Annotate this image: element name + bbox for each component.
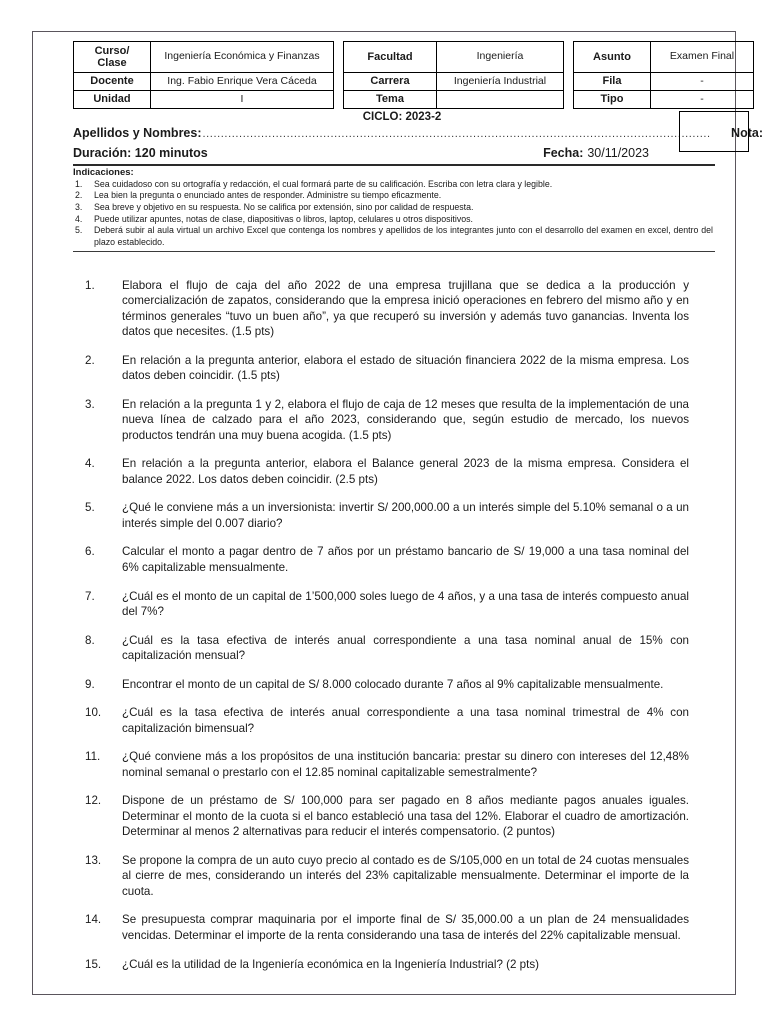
- cell-asunto-value: Examen Final: [651, 42, 754, 73]
- question-number: 11.: [85, 750, 101, 764]
- label-curso-line1: Curso/: [94, 44, 130, 57]
- cell-curso-value: Ingeniería Económica y Finanzas: [151, 42, 334, 73]
- question-number: 6.: [85, 545, 95, 559]
- indications-title: Indicaciones:: [73, 167, 134, 178]
- exam-header-block: [33, 32, 735, 109]
- cell-carrera-value: Ingeniería Industrial: [437, 73, 564, 91]
- cell-spacer-5: [334, 91, 344, 109]
- question-item-4: [79, 456, 689, 487]
- list-item: [73, 190, 713, 202]
- question-text: ¿Qué le conviene más a un inversionista: invertir S/ 200,000.00 a un interés simple del 5.10% semanal o a un interés simple del 0.007 diario?: [122, 501, 689, 530]
- question-text: En relación a la pregunta 1 y 2, elabora el flujo de caja de 12 meses que resulta de la implementación de una nueva línea de calzado para el año 2023, considerando que, según estudio de mercado, los nuevos productos tendrán una muy buena acogida. (1.5 pts): [122, 397, 689, 442]
- cell-asunto-label: Asunto: [574, 42, 651, 73]
- question-item-3: [79, 397, 689, 444]
- question-number: 4.: [85, 457, 95, 471]
- question-text: ¿Cuál es la tasa efectiva de interés anual correspondiente a una tasa nominal trimestral de 4% con capitalización bimensual?: [122, 706, 689, 735]
- cell-tema-value: [437, 91, 564, 109]
- question-item-6: [79, 544, 689, 575]
- question-number: 15.: [85, 957, 102, 971]
- apellidos-dotted-line: ...........................................................................................................................................: [202, 128, 711, 140]
- question-text: Calcular el monto a pagar dentro de 7 años por un préstamo bancario de S/ 19,000 a una tasa nominal del 6% capitalizable mensualmente.: [122, 545, 689, 574]
- indication-number: 3.: [75, 202, 83, 213]
- cell-facultad-label: Facultad: [344, 42, 437, 73]
- indication-number: 4.: [75, 213, 83, 224]
- question-item-9: [79, 677, 689, 693]
- question-text: ¿Cuál es la tasa efectiva de interés anual correspondiente a una tasa nominal anual de 15% con capitalización mensual?: [122, 633, 689, 663]
- question-text: ¿Qué conviene más a los propósitos de una institución bancaria: prestar su dinero con intereses del 12,48% nominal semanal o prestarlo con el 12.85 nominal capitalizable semestralmente?: [122, 750, 689, 779]
- cell-docente-label: Docente: [74, 73, 151, 91]
- indication-text: Puede utilizar apuntes, notas de clase, diapositivas o libros, laptop, celulares u otros dispositivos.: [94, 213, 473, 224]
- question-item-15: [79, 957, 689, 973]
- question-item-2: [79, 353, 689, 384]
- ciclo-text: CICLO: 2023-2: [362, 111, 442, 123]
- cell-tema-label: Tema: [344, 91, 437, 109]
- indications-list: [73, 179, 713, 249]
- question-item-14: [79, 912, 689, 943]
- indications-block: [33, 166, 735, 249]
- list-item: [73, 225, 713, 248]
- indication-number: 5.: [75, 225, 83, 236]
- indication-text: Lea bien la pregunta o enunciado antes de responder. Administre su tiempo eficazmente.: [94, 190, 442, 201]
- cell-facultad-value: Ingeniería: [437, 42, 564, 73]
- nota-box[interactable]: [679, 111, 749, 152]
- question-item-5: [79, 500, 689, 531]
- question-number: 9.: [85, 677, 95, 691]
- indication-number: 2.: [75, 190, 83, 201]
- apellidos-label: Apellidos y Nombres:: [73, 126, 202, 140]
- list-item: [73, 214, 713, 226]
- nota-label: Nota:: [731, 126, 763, 140]
- indication-number: 1.: [75, 178, 83, 189]
- question-item-13: [79, 853, 689, 900]
- cell-tipo-label: Tipo: [574, 91, 651, 109]
- indication-text: Sea breve y objetivo en su respuesta. No se califica por extensión, sino por calidad de respuesta.: [94, 202, 474, 213]
- table-row: [74, 42, 754, 73]
- cell-spacer-2: [564, 42, 574, 73]
- cell-tipo-value: -: [651, 91, 754, 109]
- fecha-label: Fecha:: [543, 146, 584, 160]
- cell-unidad-label: Unidad: [74, 91, 151, 109]
- questions-list: [33, 252, 735, 973]
- question-text: En relación a la pregunta anterior, elabora el estado de situación financiera 2022 de la misma empresa. Los datos deben coincidir. (1.5 pts): [122, 353, 689, 383]
- question-text: Encontrar el monto de un capital de S/ 8.000 colocado durante 7 años al 9% capitalizable mensualmente.: [122, 677, 664, 691]
- question-text: Se presupuesta comprar maquinaria por el importe final de S/ 35,000.00 a un plan de 24 mensualidades vencidas. Determinar el importe de la renta considerando una tasa de interés del 22% capitalizable mensual.: [122, 913, 689, 942]
- cell-spacer-4: [564, 73, 574, 91]
- duration-label: Duración: 120 minutos: [73, 146, 208, 160]
- cell-spacer-1: [334, 42, 344, 73]
- question-item-11: [79, 749, 689, 780]
- indication-text: Sea cuidadoso con su ortografía y redacción, el cual formará parte de su calificación. Escriba con letra clara y legible.: [94, 178, 553, 189]
- question-item-1: [79, 278, 689, 340]
- question-item-7: [79, 589, 689, 620]
- question-number: 2.: [85, 353, 95, 367]
- indication-text: Deberá subir al aula virtual un archivo Excel que contenga los nombres y apellidos de los integrantes junto con el desarrollo del examen en excel, dentro del plazo establecido.: [94, 225, 713, 247]
- student-name-line: [73, 126, 763, 140]
- question-item-8: [79, 633, 689, 664]
- fecha-value: 30/11/2023: [587, 146, 649, 160]
- question-number: 3.: [85, 397, 95, 411]
- cell-spacer-3: [334, 73, 344, 91]
- question-number: 13.: [85, 853, 102, 867]
- question-text: ¿Cuál es la utilidad de la Ingeniería económica en la Ingeniería Industrial? (2 pts): [122, 957, 539, 971]
- question-text: Elabora el flujo de caja del año 2022 de una empresa trujillana que se dedica a la producción y comercialización de zapatos, considerando que la empresa inició operaciones en febrero del mismo año y en términos generales “tuvo un buen año”, ya que recuperó su inversión y además tuvo ganancias. Inventa los datos que necesites. (1.5 pts): [122, 278, 689, 339]
- question-item-10: [79, 705, 689, 736]
- duration-date-row: [33, 140, 735, 160]
- cell-carrera-label: Carrera: [344, 73, 437, 91]
- course-info-table: [73, 41, 754, 109]
- question-number: 1.: [85, 278, 95, 292]
- question-item-12: [79, 793, 689, 840]
- question-text: Se propone la compra de un auto cuyo precio al contado es de S/105,000 en un total de 24 cuotas mensuales al cierre de mes, considerando un interés del 23% capitalizable mensualmente. Determinar el importe de la cuota.: [122, 853, 689, 898]
- question-text: Dispone de un préstamo de S/ 100,000 para ser pagado en 8 años mediante pagos anuales iguales. Determinar el monto de la cuota si el banco estableció una tasa del 12%. Elaborar el cuadro de amortización. Determinar al menos 2 alternativas para reducir el interés compensatorio. (2 puntos): [122, 794, 689, 839]
- label-curso-line2: Clase: [97, 57, 127, 69]
- table-row: [74, 73, 754, 91]
- question-text: ¿Cuál es el monto de un capital de 1’500,000 soles luego de 4 años, y a una tasa de interés compuesto anual del 7%?: [122, 589, 689, 619]
- question-number: 7.: [85, 589, 95, 603]
- cell-fila-label: Fila: [574, 73, 651, 91]
- exam-page-sheet: [32, 31, 763, 995]
- cell-spacer-6: [564, 91, 574, 109]
- cell-fila-value: -: [651, 73, 754, 91]
- list-item: [73, 179, 713, 191]
- question-number: 8.: [85, 633, 95, 647]
- table-row: [74, 91, 754, 109]
- cell-unidad-value: I: [151, 91, 334, 109]
- course-info-table-body: [74, 42, 754, 109]
- question-number: 14.: [85, 913, 102, 927]
- student-name-row: [33, 123, 763, 140]
- list-item: [73, 202, 713, 214]
- question-text: En relación a la pregunta anterior, elabora el Balance general 2023 de la misma empresa. Considera el balance 2022. Los datos deben coincidir. (2.5 pts): [122, 457, 689, 486]
- question-number: 5.: [85, 501, 95, 515]
- cell-docente-value: Ing. Fabio Enrique Vera Cáceda: [151, 73, 334, 91]
- cell-curso-label: [74, 42, 151, 73]
- question-number: 10.: [85, 706, 102, 720]
- question-number: 12.: [85, 794, 102, 808]
